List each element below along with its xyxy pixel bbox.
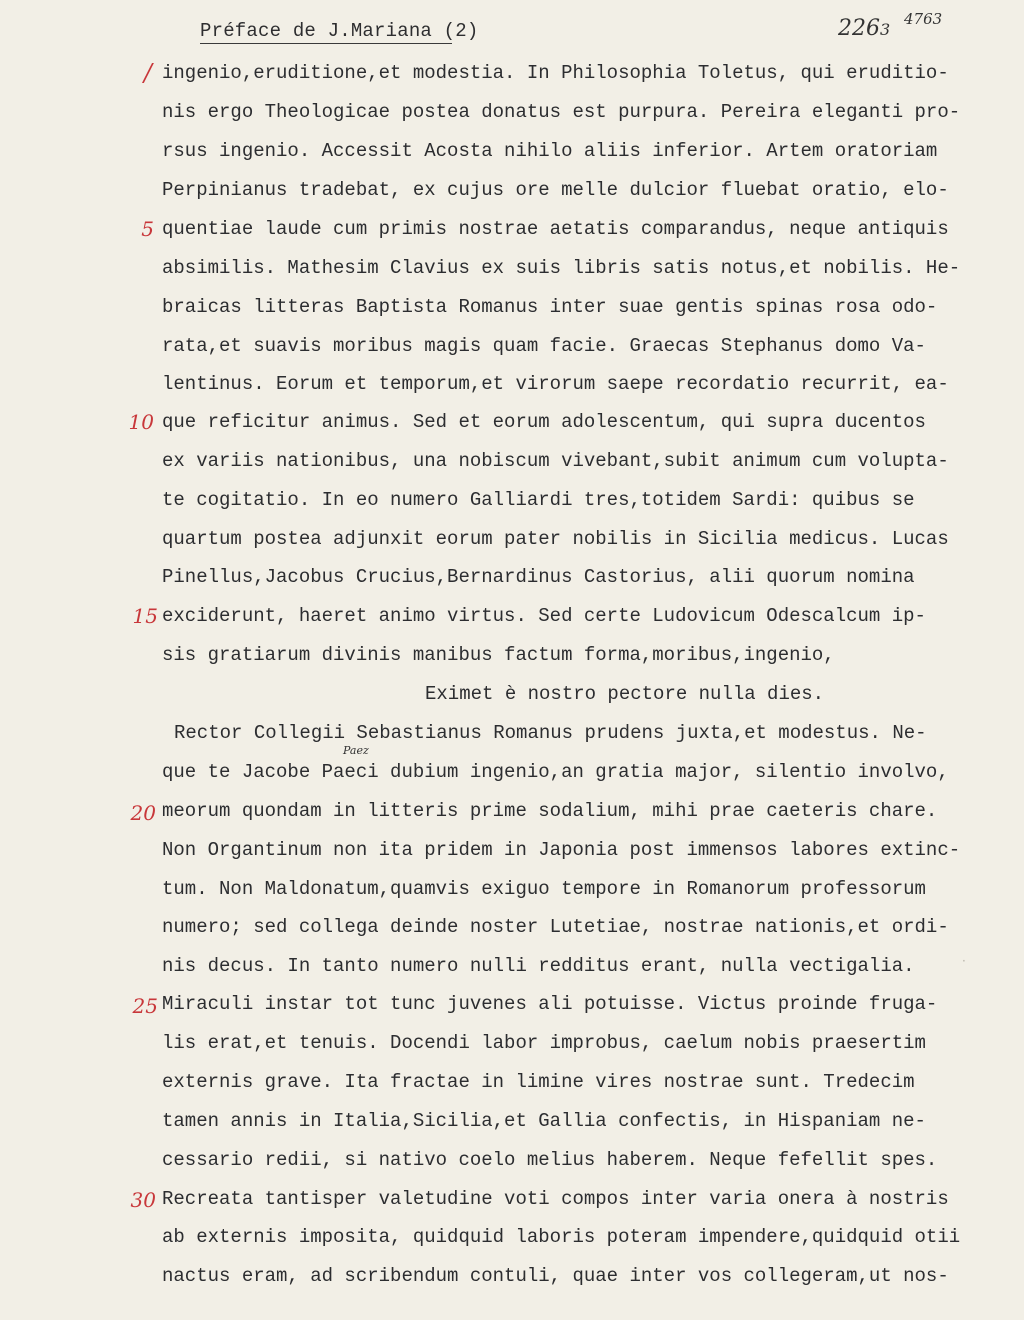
text-line-9: lentinus. Eorum et temporum,et virorum saepe recordatio recurrit, ea- <box>162 373 949 395</box>
smudge-mark: · <box>962 954 966 968</box>
handwritten-annotation: Paez <box>343 744 369 757</box>
text-line-27: externis grave. Ita fractae in limine vires nostrae sunt. Tredecim <box>162 1071 915 1093</box>
text-line-1: ingenio,eruditione,et modestia. In Philosophia Toletus, qui eruditio- <box>162 62 949 84</box>
page-title: Préface de J.Mariana (2) <box>200 20 479 42</box>
text-line-24: nis decus. In tanto numero nulli redditus erant, nulla vectigalia. <box>162 955 915 977</box>
margin-number-20: 20 <box>130 801 156 825</box>
folio-number <box>838 16 890 41</box>
text-line-15: exciderunt, haeret animo virtus. Sed certe Ludovicum Odescalcum ip- <box>162 605 926 627</box>
margin-number-25: 25 <box>132 994 158 1018</box>
folio-main: 226 <box>838 16 880 41</box>
margin-number-15: 15 <box>132 604 158 628</box>
margin-number-10: 10 <box>128 410 154 434</box>
text-line-11: ex variis nationibus, una nobiscum vivebant,subit animum cum volupta- <box>162 450 949 472</box>
text-line-22: tum. Non Maldonatum,quamvis exiguo tempore in Romanorum professorum <box>162 878 926 900</box>
text-line-21: Non Organtinum non ita pridem in Japonia post immensos labores extinc- <box>162 839 961 861</box>
folio-sup-number: 4763 <box>904 10 943 28</box>
text-line-30: Recreata tantisper valetudine voti compos inter varia onera à nostris <box>162 1188 949 1210</box>
text-line-25: Miraculi instar tot tunc juvenes ali potuisse. Victus proinde fruga- <box>162 993 938 1015</box>
text-line-18: Rector Collegii Sebastianus Romanus prudens juxta,et modestus. Ne- <box>174 722 927 744</box>
text-line-4: Perpinianus tradebat, ex cujus ore melle dulcior fluebat oratio, elo- <box>162 179 949 201</box>
text-line-16: sis gratiarum divinis manibus factum forma,moribus,ingenio, <box>162 644 835 666</box>
verse-line: Eximet è nostro pectore nulla dies. <box>425 683 825 705</box>
text-line-23: numero; sed collega deinde noster Lutetiae, nostrae nationis,et ordi- <box>162 916 949 938</box>
text-line-7: braicas litteras Baptista Romanus inter suae gentis spinas rosa odo- <box>162 296 938 318</box>
margin-number-30: 30 <box>130 1188 156 1212</box>
text-line-5: quentiae laude cum primis nostrae aetatis comparandus, neque antiquis <box>162 218 949 240</box>
text-line-8: rata,et suavis moribus magis quam facie. Graecas Stephanus domo Va- <box>162 335 926 357</box>
text-line-10: que reficitur animus. Sed et eorum adolescentum, qui supra ducentos <box>162 411 926 433</box>
text-line-13: quartum postea adjunxit eorum pater nobilis in Sicilia medicus. Lucas <box>162 528 949 550</box>
text-line-2: nis ergo Theologicae postea donatus est purpura. Pereira eleganti pro- <box>162 101 961 123</box>
text-line-20: meorum quondam in litteris prime sodalium, mihi prae caeteris chare. <box>162 800 938 822</box>
text-line-14: Pinellus,Jacobus Crucius,Bernardinus Castorius, alii quorum nomina <box>162 566 915 588</box>
text-line-19: que te Jacobe Paeci dubium ingenio,an gratia major, silentio involvo, <box>162 761 949 783</box>
margin-number-5: 5 <box>141 217 154 241</box>
title-underline <box>200 43 452 44</box>
text-line-3: rsus ingenio. Accessit Acosta nihilo aliis inferior. Artem oratoriam <box>162 140 938 162</box>
folio-suffix: 3 <box>880 20 891 39</box>
text-line-6: absimilis. Mathesim Clavius ex suis libris satis notus,et nobilis. He- <box>162 257 961 279</box>
text-line-31: ab externis imposita, quidquid laboris poteram impendere,quidquid otii <box>162 1226 961 1248</box>
text-line-28: tamen annis in Italia,Sicilia,et Gallia confectis, in Hispaniam ne- <box>162 1110 926 1132</box>
margin-mark-1: / <box>143 59 152 87</box>
text-line-29: cessario redii, si nativo coelo melius haberem. Neque fefellit spes. <box>162 1149 938 1171</box>
text-line-26: lis erat,et tenuis. Docendi labor improbus, caelum nobis praesertim <box>162 1032 926 1054</box>
text-line-12: te cogitatio. In eo numero Galliardi tres,totidem Sardi: quibus se <box>162 489 915 511</box>
text-line-32: nactus eram, ad scribendum contuli, quae inter vos collegeram,ut nos- <box>162 1265 949 1287</box>
